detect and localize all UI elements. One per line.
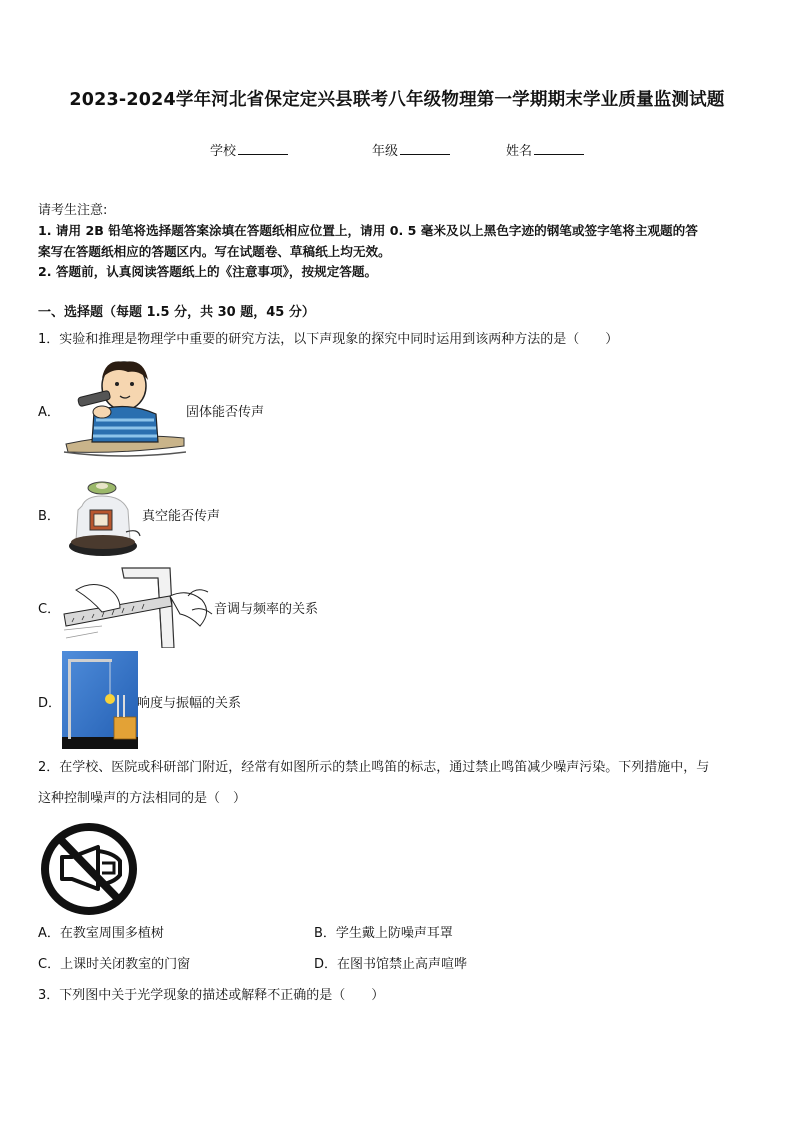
page-title: 2023-2024学年河北省保定定兴县联考八年级物理第一学期期末学业质量监测试题 bbox=[69, 90, 725, 110]
q2-option-c[interactable]: C．上课时关闭教室的门窗 bbox=[38, 957, 191, 972]
notice-line-1a: 1. 请用 2B 铅笔将选择题答案涂填在答题纸相应位置上，请用 0. 5 毫米及以上黑色字迹的钢笔或签字笔将主观题的答 bbox=[38, 223, 698, 238]
name-blank[interactable] bbox=[534, 142, 584, 155]
q2-option-a[interactable]: A．在教室周围多植树 bbox=[38, 926, 164, 941]
q1-option-b-text: 真空能否传声 bbox=[142, 509, 221, 524]
q2-option-d[interactable]: D．在图书馆禁止高声喧哗 bbox=[314, 957, 468, 972]
q2-stem-line-1: 2．在学校、医院或科研部门附近，经常有如图所示的禁止鸣笛的标志，通过禁止鸣笛减少噪声污染。下列措施中，与 bbox=[38, 760, 710, 775]
ruler-on-table-image bbox=[62, 566, 214, 648]
name-label: 姓名 bbox=[506, 144, 533, 159]
q1-option-c-letter[interactable]: C． bbox=[38, 602, 61, 617]
notice-line-1b: 案写在答题纸相应的答题区内。写在试题卷、草稿纸上均无效。 bbox=[38, 244, 391, 259]
notice-line-2: 2. 答题前，认真阅读答题纸上的《注意事项》，按规定答题。 bbox=[38, 264, 378, 279]
q2-option-b[interactable]: B．学生戴上防噪声耳罩 bbox=[314, 926, 453, 941]
section-heading: 一、选择题（每题 1.5 分，共 30 题，45 分） bbox=[38, 305, 315, 320]
grade-field bbox=[372, 140, 450, 159]
q1-option-d-letter[interactable]: D． bbox=[38, 696, 62, 711]
q1-option-a-text: 固体能否传声 bbox=[186, 405, 265, 420]
q1-option-a-letter[interactable]: A． bbox=[38, 405, 60, 420]
school-blank[interactable] bbox=[238, 142, 288, 155]
q2-stem-line-2: 这种控制噪声的方法相同的是（ ） bbox=[38, 791, 247, 806]
q1-option-c-text: 音调与频率的关系 bbox=[214, 602, 319, 617]
grade-label: 年级 bbox=[372, 144, 399, 159]
tuning-fork-stand-image bbox=[62, 651, 138, 749]
boy-listening-table-image bbox=[62, 356, 186, 460]
vacuum-bell-jar-image bbox=[66, 476, 142, 564]
grade-blank[interactable] bbox=[400, 142, 450, 155]
notice-heading: 请考生注意: bbox=[38, 203, 108, 218]
q1-option-d-text: 响度与振幅的关系 bbox=[137, 696, 242, 711]
school-field bbox=[210, 140, 288, 159]
q1-stem: 1．实验和推理是物理学中重要的研究方法，以下声现象的探究中同时运用到该两种方法的是（ ） bbox=[38, 332, 619, 347]
q1-option-b-letter[interactable]: B． bbox=[38, 509, 60, 524]
no-honking-sign-icon bbox=[40, 823, 138, 915]
name-field bbox=[506, 140, 584, 159]
school-label: 学校 bbox=[210, 144, 237, 159]
q3-stem: 3．下列图中关于光学现象的描述或解释不正确的是（ ） bbox=[38, 988, 385, 1003]
